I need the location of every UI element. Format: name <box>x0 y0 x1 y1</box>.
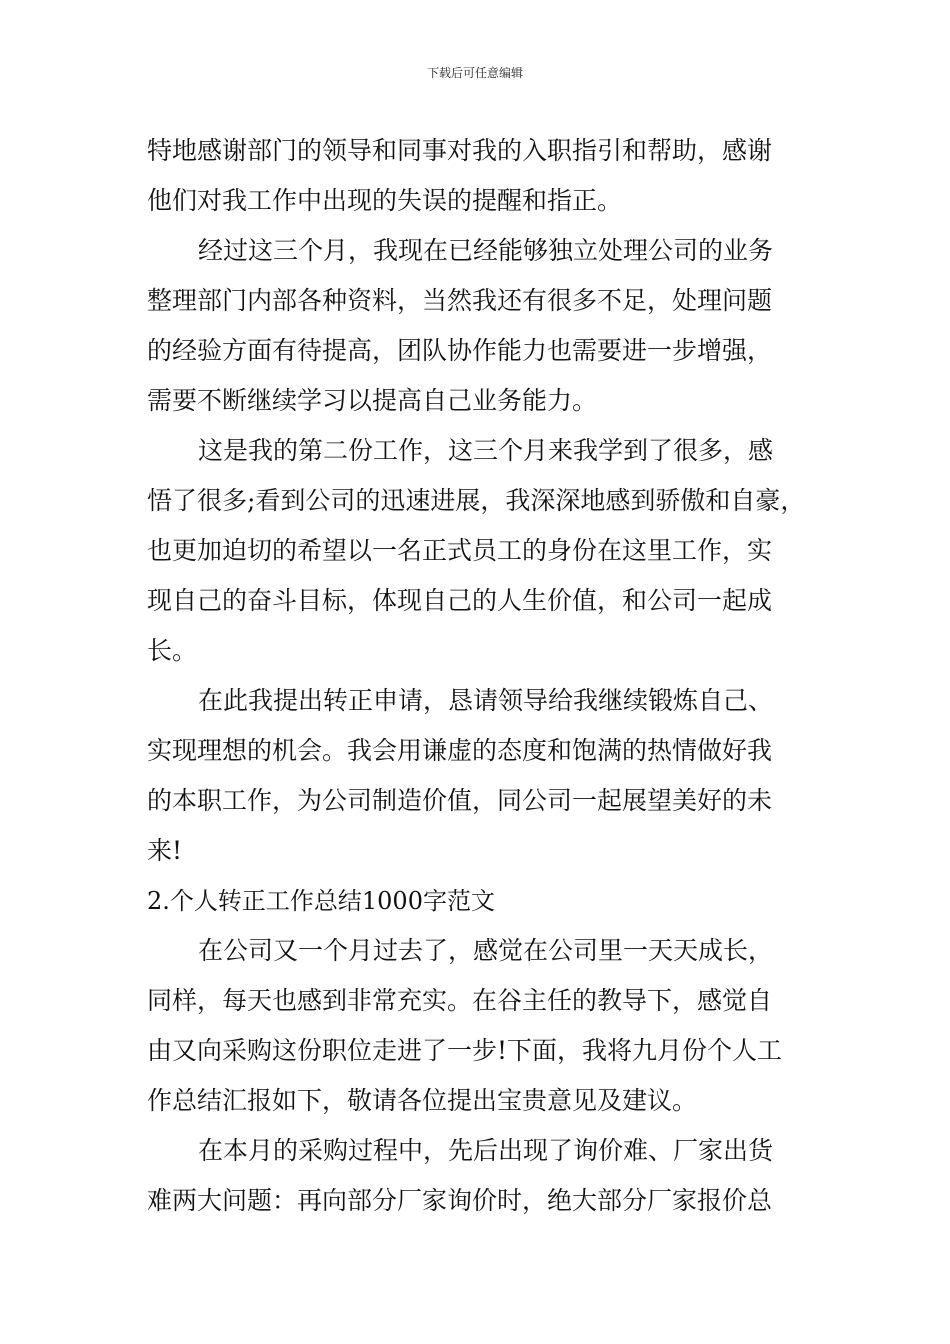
text-line: 来! <box>147 836 183 865</box>
text-line: 需要不断继续学习以提高自己业务能力。 <box>147 386 598 415</box>
text-line: 这是我的第二份工作，这三个月来我学到了很多，感 <box>198 436 774 465</box>
text-line: 实现理想的机会。我会用谦虚的态度和饱满的热情做好我 <box>147 736 773 765</box>
text-line: 同样，每天也感到非常充实。在谷主任的教导下，感觉自 <box>147 986 773 1015</box>
document-body <box>147 126 837 1226</box>
text-line: 悟了很多;看到公司的迅速进展，我深深地感到骄傲和自豪， <box>147 486 806 515</box>
text-line: 他们对我工作中出现的失误的提醒和指正。 <box>147 186 623 215</box>
text-line: 整理部门内部各种资料，当然我还有很多不足，处理问题 <box>147 286 773 315</box>
text-line: 特地感谢部门的领导和同事对我的入职指引和帮助，感谢 <box>147 136 773 165</box>
text-line: 难两大问题：再向部分厂家询价时，绝大部分厂家报价总 <box>147 1186 773 1215</box>
text-line: 也更加迫切的希望以一名正式员工的身份在这里工作，实 <box>147 536 773 565</box>
text-line: 在本月的采购过程中，先后出现了询价难、厂家出货 <box>198 1136 774 1165</box>
text-line: 的本职工作，为公司制造价值，同公司一起展望美好的未 <box>147 786 773 815</box>
page-header-note: 下载后可任意编辑 <box>426 66 523 80</box>
text-line: 在此我提出转正申请，恳请领导给我继续锻炼自己、 <box>198 686 774 715</box>
text-line: 作总结汇报如下，敬请各位提出宝贵意见及建议。 <box>147 1086 698 1115</box>
text-line: 现自己的奋斗目标，体现自己的人生价值，和公司一起成 <box>147 586 773 615</box>
text-line: 长。 <box>147 636 198 665</box>
text-line: 由又向采购这份职位走进了一步!下面，我将九月份个人工 <box>147 1036 783 1065</box>
text-line: 的经验方面有待提高，团队协作能力也需要进一步增强， <box>147 336 773 365</box>
text-line: 在公司又一个月过去了，感觉在公司里一天天成长， <box>198 936 774 965</box>
section-heading: 2.个人转正工作总结1000字范文 <box>147 887 495 915</box>
text-line: 经过这三个月，我现在已经能够独立处理公司的业务 <box>198 236 774 265</box>
